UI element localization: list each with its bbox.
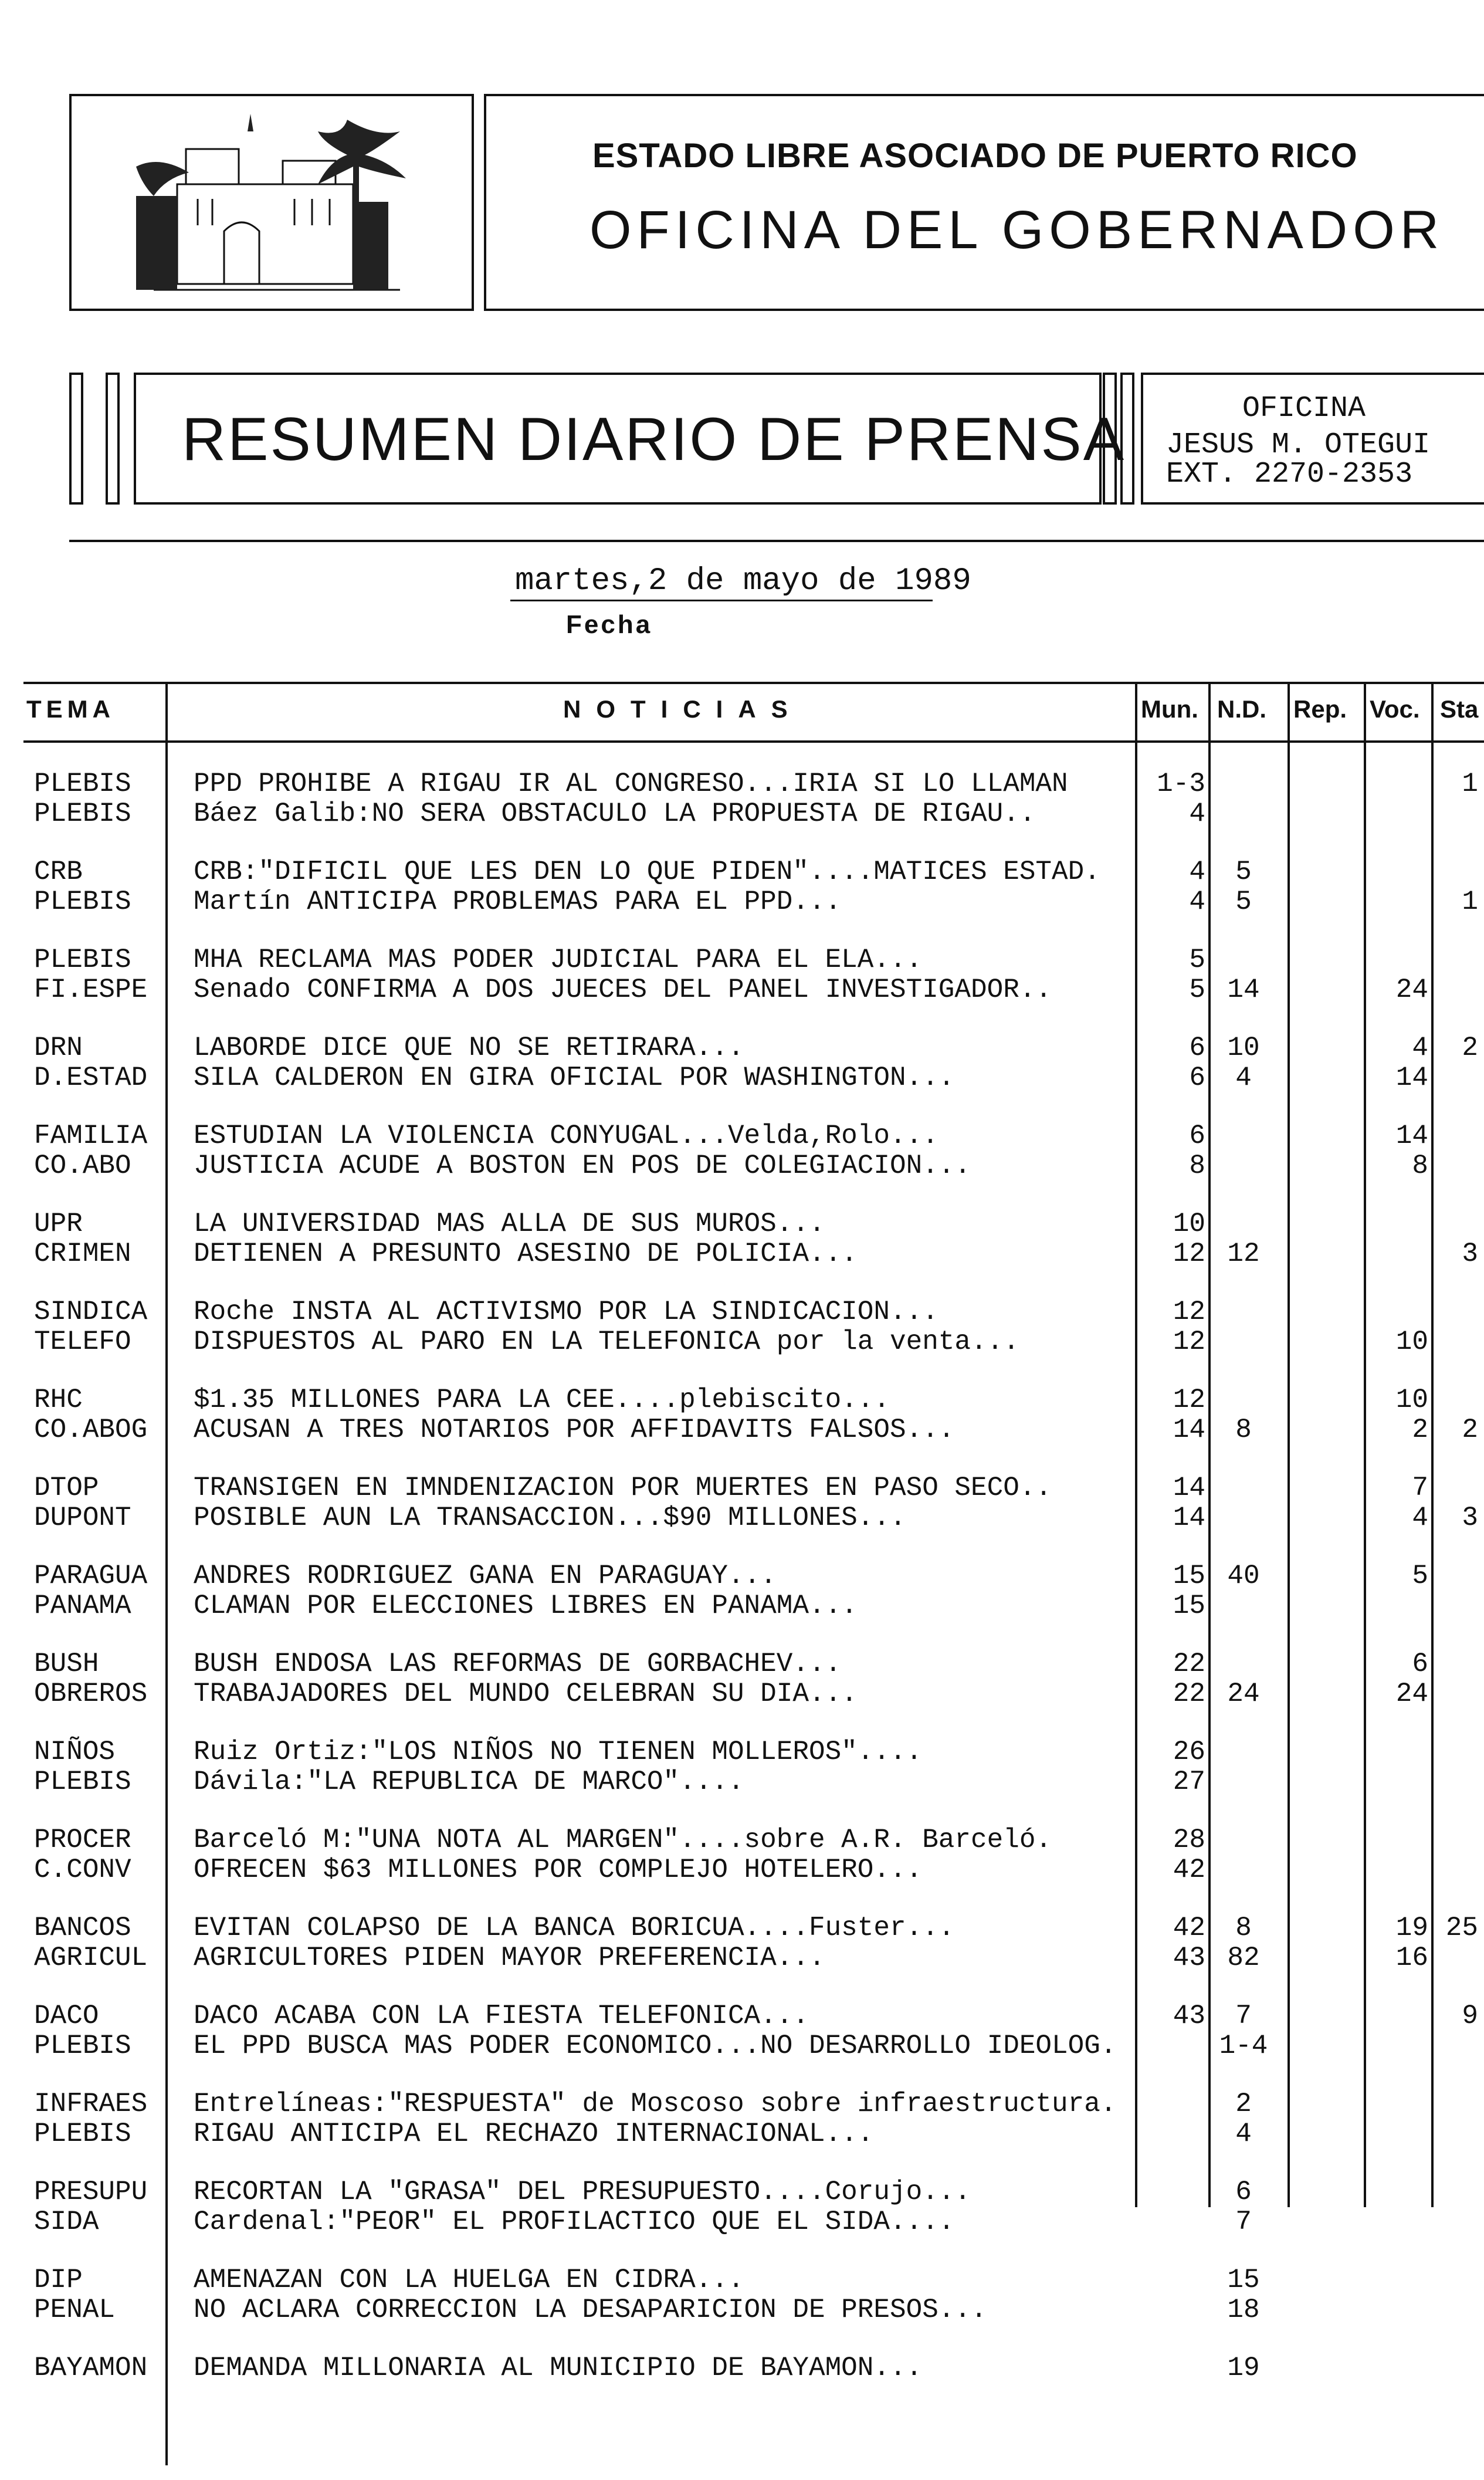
cell-noticia: NO ACLARA CORRECCION LA DESAPARICION DE PRESOS... [194,2295,987,2325]
cell-noticia: ANDRES RODRIGUEZ GANA EN PARAGUAY... [194,1561,777,1591]
cell-mun: 6 [1189,1033,1205,1063]
cell-nd: 40 [1227,1561,1260,1591]
cell-tema: PLEBIS [34,2119,131,2149]
cell-sta: 3 [1462,1239,1478,1269]
cell-noticia: MHA RECLAMA MAS PODER JUDICIAL PARA EL ELA... [194,945,923,975]
column-header-mun: Mun. [1141,695,1198,723]
cell-noticia: Roche INSTA AL ACTIVISMO POR LA SINDICACION... [194,1297,938,1327]
cell-tema: PLEBIS [34,2031,131,2061]
cell-mun: 14 [1173,1503,1205,1533]
cell-nd: 82 [1227,1943,1260,1973]
cell-mun: 10 [1173,1209,1205,1239]
cell-tema: D.ESTAD [34,1063,148,1093]
cell-noticia: Dávila:"LA REPUBLICA DE MARCO".... [194,1767,744,1797]
cell-sta: 1 [1462,887,1478,917]
cell-voc: 24 [1395,1679,1428,1709]
cell-mun: 12 [1173,1239,1205,1269]
cell-nd: 1-4 [1219,2031,1268,2061]
cell-voc: 4 [1412,1503,1428,1533]
cell-tema: RHC [34,1385,83,1415]
cell-nd: 8 [1235,1415,1252,1445]
cell-noticia: Barceló M:"UNA NOTA AL MARGEN"....sobre A.R. Barceló. [194,1825,1052,1855]
report-date: martes,2 de mayo de 1989 [515,563,971,599]
cell-nd: 7 [1235,2001,1252,2031]
cell-nd: 7 [1235,2207,1252,2237]
cell-mun: 12 [1173,1327,1205,1357]
cell-noticia: $1.35 MILLONES PARA LA CEE....plebiscito... [194,1385,890,1415]
cell-voc: 7 [1412,1473,1428,1503]
section-divider [69,540,1484,542]
cell-noticia: Martín ANTICIPA PROBLEMAS PARA EL PPD... [194,887,842,917]
cell-noticia: TRANSIGEN EN IMNDENIZACION POR MUERTES EN PASO SECO.. [194,1473,1052,1503]
cell-noticia: AMENAZAN CON LA HUELGA EN CIDRA... [194,2265,744,2295]
column-header-noticias: NOTICIAS [563,695,803,723]
cell-voc: 10 [1395,1327,1428,1357]
column-header-sta: Sta [1440,695,1479,723]
column-header-voc: Voc. [1370,695,1420,723]
cell-nd: 19 [1227,2353,1260,2383]
cell-noticia: Entrelíneas:"RESPUESTA" de Moscoso sobre infraestructura. [194,2089,1117,2119]
cell-voc: 19 [1395,1913,1428,1943]
cell-nd: 6 [1235,2177,1252,2207]
cell-tema: INFRAES [34,2089,148,2119]
cell-noticia: EL PPD BUSCA MAS PODER ECONOMICO...NO DESARROLLO IDEOLOG. [194,2031,1117,2061]
cell-tema: UPR [34,1209,83,1239]
cell-noticia: POSIBLE AUN LA TRANSACCION...$90 MILLONES... [194,1503,906,1533]
cell-sta: 2 [1462,1415,1478,1445]
office-name: OFICINA DEL GOBERNADOR [589,200,1445,260]
cell-noticia: RECORTAN LA "GRASA" DEL PRESUPUESTO....Corujo... [194,2177,971,2207]
cell-tema: PROCER [34,1825,131,1855]
cell-noticia: RIGAU ANTICIPA EL RECHAZO INTERNACIONAL... [194,2119,874,2149]
cell-voc: 5 [1412,1561,1428,1591]
cell-nd: 18 [1227,2295,1260,2325]
date-label: Fecha [566,610,653,639]
cell-nd: 4 [1235,2119,1252,2149]
cell-noticia: BUSH ENDOSA LAS REFORMAS DE GORBACHEV... [194,1649,842,1679]
cell-nd: 12 [1227,1239,1260,1269]
cell-nd: 5 [1235,887,1252,917]
cell-mun: 8 [1189,1151,1205,1181]
cell-tema: TELEFO [34,1327,131,1357]
cell-mun: 15 [1173,1561,1205,1591]
cell-mun: 27 [1173,1767,1205,1797]
decorative-bar-right-1 [1103,373,1117,505]
cell-sta: 3 [1462,1503,1478,1533]
cell-tema: OBREROS [34,1679,148,1709]
cell-noticia: AGRICULTORES PIDEN MAYOR PREFERENCIA... [194,1943,825,1973]
cell-mun: 14 [1173,1415,1205,1445]
cell-voc: 8 [1412,1151,1428,1181]
cell-noticia: JUSTICIA ACUDE A BOSTON EN POS DE COLEGIACION... [194,1151,971,1181]
cell-tema: PARAGUA [34,1561,148,1591]
decorative-bar-left-2 [106,373,120,505]
cell-sta: 1 [1462,769,1478,799]
cell-voc: 10 [1395,1385,1428,1415]
cell-noticia: LA UNIVERSIDAD MAS ALLA DE SUS MUROS... [194,1209,825,1239]
cell-tema: FAMILIA [34,1121,148,1151]
decorative-bar-right-2 [1120,373,1134,505]
cell-noticia: Báez Galib:NO SERA OBSTACULO LA PROPUESTA DE RIGAU.. [194,799,1036,829]
cell-mun: 5 [1189,975,1205,1005]
cell-tema: CO.ABO [34,1151,131,1181]
cell-tema: DUPONT [34,1503,131,1533]
cell-tema: BAYAMON [34,2353,148,2383]
cell-nd: 2 [1235,2089,1252,2119]
cell-mun: 14 [1173,1473,1205,1503]
cell-mun: 15 [1173,1591,1205,1621]
cell-tema: CRIMEN [34,1239,131,1269]
cell-mun: 42 [1173,1913,1205,1943]
cell-tema: BUSH [34,1649,99,1679]
cell-tema: NIÑOS [34,1737,116,1767]
cell-nd: 8 [1235,1913,1252,1943]
contact-extension: EXT. 2270-2353 [1166,458,1413,491]
cell-mun: 4 [1189,857,1205,887]
cell-noticia: DEMANDA MILLONARIA AL MUNICIPIO DE BAYAMON... [194,2353,923,2383]
cell-sta: 25 [1445,1913,1478,1943]
cell-tema: SIDA [34,2207,99,2237]
cell-voc: 2 [1412,1415,1428,1445]
cell-mun: 43 [1173,2001,1205,2031]
cell-mun: 4 [1189,887,1205,917]
cell-tema: PLEBIS [34,769,131,799]
cell-tema: SINDICA [34,1297,148,1327]
cell-noticia: TRABAJADORES DEL MUNDO CELEBRAN SU DIA... [194,1679,858,1709]
cell-mun: 5 [1189,945,1205,975]
cell-noticia: Senado CONFIRMA A DOS JUECES DEL PANEL INVESTIGADOR.. [194,975,1052,1005]
cell-tema: FI.ESPE [34,975,148,1005]
cell-tema: PENAL [34,2295,116,2325]
government-name: ESTADO LIBRE ASOCIADO DE PUERTO RICO [592,137,1358,175]
cell-noticia: OFRECEN $63 MILLONES POR COMPLEJO HOTELERO... [194,1855,923,1885]
decorative-bar-left-1 [69,373,83,505]
cell-tema: PRESUPU [34,2177,148,2207]
cell-mun: 12 [1173,1385,1205,1415]
cell-tema: CO.ABOG [34,1415,148,1445]
cell-mun: 6 [1189,1063,1205,1093]
report-title: RESUMEN DIARIO DE PRENSA [182,405,1126,473]
cell-tema: C.CONV [34,1855,131,1885]
cell-nd: 14 [1227,975,1260,1005]
contact-person: JESUS M. OTEGUI [1166,428,1431,462]
cell-sta: 9 [1462,2001,1478,2031]
cell-tema: PANAMA [34,1591,131,1621]
cell-tema: DACO [34,2001,99,2031]
cell-noticia: DETIENEN A PRESUNTO ASESINO DE POLICIA... [194,1239,858,1269]
cell-mun: 6 [1189,1121,1205,1151]
cell-voc: 24 [1395,975,1428,1005]
cell-nd: 5 [1235,857,1252,887]
date-underline [510,600,933,601]
cell-voc: 14 [1395,1063,1428,1093]
cell-noticia: ESTUDIAN LA VIOLENCIA CONYUGAL...Velda,Rolo... [194,1121,938,1151]
cell-tema: PLEBIS [34,945,131,975]
cell-noticia: CRB:"DIFICIL QUE LES DEN LO QUE PIDEN"....MATICES ESTAD. [194,857,1100,887]
column-header-rep: Rep. [1293,695,1347,723]
cell-noticia: DACO ACABA CON LA FIESTA TELEFONICA... [194,2001,809,2031]
cell-voc: 4 [1412,1033,1428,1063]
cell-voc: 16 [1395,1943,1428,1973]
cell-nd: 24 [1227,1679,1260,1709]
cell-mun: 12 [1173,1297,1205,1327]
column-header-tema: TEMA [26,695,115,723]
cell-noticia: EVITAN COLAPSO DE LA BANCA BORICUA....Fuster... [194,1913,955,1943]
cell-noticia: SILA CALDERON EN GIRA OFICIAL POR WASHINGTON... [194,1063,955,1093]
emblem-frame [69,94,474,311]
cell-noticia: ACUSAN A TRES NOTARIOS POR AFFIDAVITS FALSOS... [194,1415,955,1445]
cell-nd: 15 [1227,2265,1260,2295]
cell-tema: DIP [34,2265,83,2295]
cell-voc: 14 [1395,1121,1428,1151]
cell-sta: 2 [1462,1033,1478,1063]
cell-tema: PLEBIS [34,799,131,829]
cell-mun: 4 [1189,799,1205,829]
cell-mun: 22 [1173,1679,1205,1709]
cell-mun: 1-3 [1157,769,1205,799]
cell-mun: 42 [1173,1855,1205,1885]
contact-office: OFICINA [1242,392,1366,425]
cell-tema: AGRICUL [34,1943,148,1973]
column-rule-rep [1288,682,1290,2207]
table-header-rule [23,740,1484,743]
cell-mun: 26 [1173,1737,1205,1767]
cell-tema: DTOP [34,1473,99,1503]
cell-noticia: Cardenal:"PEOR" EL PROFILACTICO QUE EL SIDA.... [194,2207,955,2237]
fortaleza-illustration-icon [72,96,472,309]
cell-voc: 6 [1412,1649,1428,1679]
cell-noticia: LABORDE DICE QUE NO SE RETIRARA... [194,1033,744,1063]
cell-mun: 43 [1173,1943,1205,1973]
cell-noticia: PPD PROHIBE A RIGAU IR AL CONGRESO...IRIA SI LO LLAMAN [194,769,1068,799]
cell-tema: DRN [34,1033,83,1063]
cell-tema: PLEBIS [34,887,131,917]
table-top-rule [23,682,1484,684]
cell-tema: BANCOS [34,1913,131,1943]
cell-noticia: Ruiz Ortiz:"LOS NIÑOS NO TIENEN MOLLEROS".... [194,1737,923,1767]
cell-noticia: DISPUESTOS AL PARO EN LA TELEFONICA por la venta... [194,1327,1019,1357]
cell-nd: 10 [1227,1033,1260,1063]
cell-nd: 4 [1235,1063,1252,1093]
cell-mun: 22 [1173,1649,1205,1679]
cell-tema: CRB [34,857,83,887]
column-header-nd: N.D. [1217,695,1266,723]
cell-mun: 28 [1173,1825,1205,1855]
cell-noticia: CLAMAN POR ELECCIONES LIBRES EN PANAMA... [194,1591,858,1621]
cell-tema: PLEBIS [34,1767,131,1797]
